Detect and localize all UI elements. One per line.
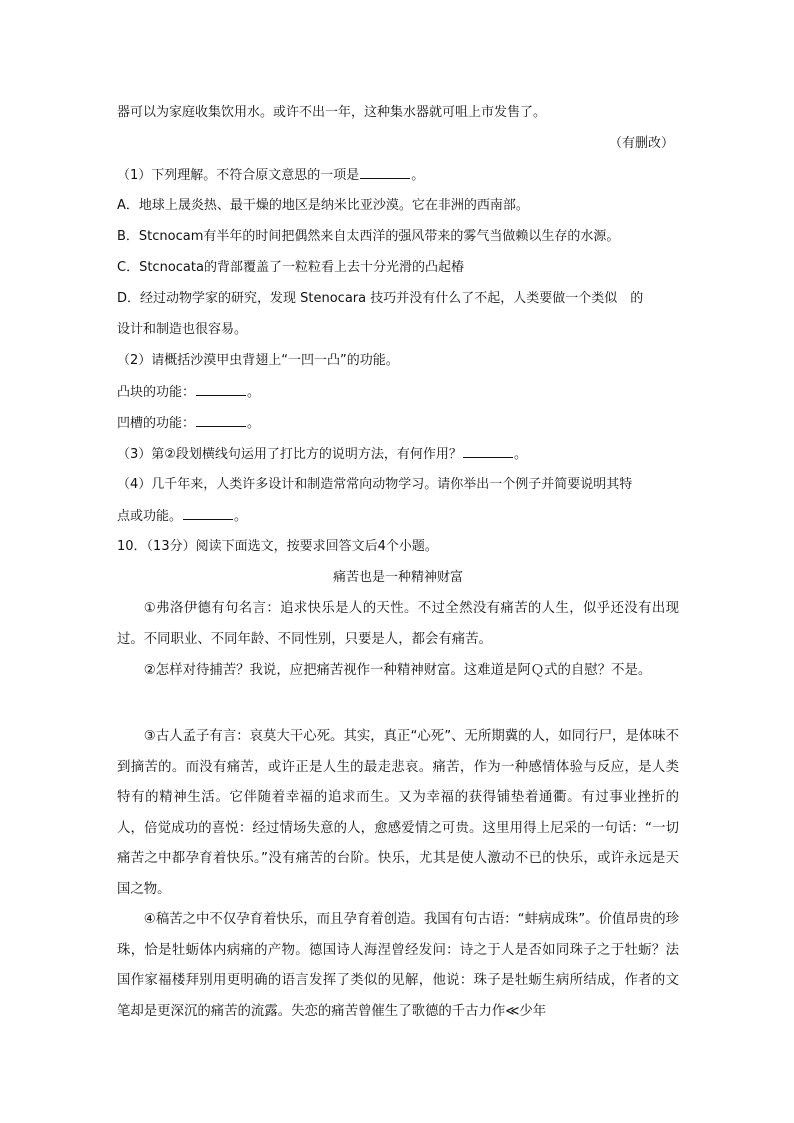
groove-function-label: 凹槽的功能： — [117, 416, 196, 431]
paragraph-4: ④稿苦之中不仅孕育着快乐，而且孕育着创造。我国有句古语：“蚌病成珠”。价值昂贵的珍珠，恰是牡蛎体内病痛的产物。德国诗人海涅曾经发问：诗之于人是否如同珠子之于牡蛎？法国作家福楼拜别用更明确的语言发挥了类似的见解，他说：珠子是牡蛎生病所结成，作者的文笔却是更深沉的痛苦的流露。失恋的痛苦曾催生了歌德的千古力作≪少年 — [117, 912, 679, 1019]
option-d-line2: 设计和制造也很容易。 — [117, 322, 248, 337]
question-1-text: （1）下列理解。不符合原文意思的一项是 — [117, 168, 360, 183]
answer-blank — [196, 414, 246, 427]
answer-blank — [183, 507, 233, 520]
question-4-line1: （4）几千年来，人类许多设计和制造常常向动物学习。请你举出一个例子并简要说明其特 — [117, 477, 633, 492]
paragraph-2: ②怎样对待捕苦？我说，应把痛苦视作一种精神财富。这难道是阿Ｑ式的自慰？不是。 — [143, 663, 652, 678]
groove-function-end: 。 — [247, 416, 261, 431]
question-3-text: （3）第②段划横线句运用了打比方的说明方法，有何作用？ — [117, 447, 462, 462]
question-3-stem — [117, 445, 527, 464]
bump-function-line — [117, 383, 260, 402]
option-a: A．地球上晟炎热、最干燥的地区是纳米比亚沙漠。它在非洲的西南部。 — [117, 198, 529, 213]
article-title: 痛苦也是一种精神财富 — [332, 570, 463, 585]
bump-function-end: 。 — [247, 385, 261, 400]
question-3-end: 。 — [513, 447, 527, 462]
paragraph-1: ①弗洛伊德有句名言：追求快乐是人的天性。不过全然没有痛苦的人生，似乎还没有出现过。不同职业、不同年龄、不同性别，只要是人，都会有痛苦。 — [117, 601, 679, 647]
question-1-end: 。 — [411, 168, 425, 183]
option-b: B．Stcnocam有半年的时间把偶然来自太西洋的强风带来的雾气当做赖以生存的水源。 — [117, 229, 620, 244]
question-1-stem — [117, 166, 424, 185]
option-d-line1: D．经过动物学家的研究，发现 Stenocara 技巧并没有什么了不起，人类要做一个类似 的 — [117, 291, 644, 306]
passage-continuation: 器可以为家庭收集饮用水。或许不出一年，这种集水器就可咀上市发售了。 — [117, 105, 547, 120]
question-10-stem: 10．（13分）阅读下面选文，按要求回答文后4个小题。 — [117, 539, 438, 554]
paragraph-3: ③古人孟子有言：哀莫大干心死。其实，真正“心死”、无所期冀的人，如同行尸，是体味不到摘苦的。而没有痛苦，或许正是人生的最走悲哀。痛苦，作为一种感情体验与反应，是人类特有的精神生活。它伴随着幸福的追求而生。又为幸福的获得铺垫着通衢。有过事业挫折的人，倍觉成功的喜悦：经过情场失意的人，愈感爱情之可贵。这里用得上尼采的一句话：“一切痛苦之中都孕育着快乐。”没有痛苦的台阶。快乐，尤其是使人激动不已的快乐，或许永远是天国之物。 — [117, 729, 679, 897]
source-note: （有删改） — [608, 136, 674, 151]
answer-blank — [463, 445, 513, 458]
question-4-end: 。 — [234, 509, 248, 524]
answer-blank — [196, 383, 246, 396]
option-c: C．Stcnocata的背部覆盖了一粒粒看上去十分光滑的凸起椿 — [117, 260, 464, 275]
question-4-text: 点或功能。 — [117, 509, 183, 524]
groove-function-line — [117, 414, 260, 433]
answer-blank — [360, 166, 410, 179]
bump-function-label: 凸块的功能： — [117, 385, 196, 400]
question-4-line2 — [117, 507, 247, 526]
question-2-stem: （2）请概括沙漠甲虫背翅上“一凹一凸”的功能。 — [117, 353, 399, 368]
